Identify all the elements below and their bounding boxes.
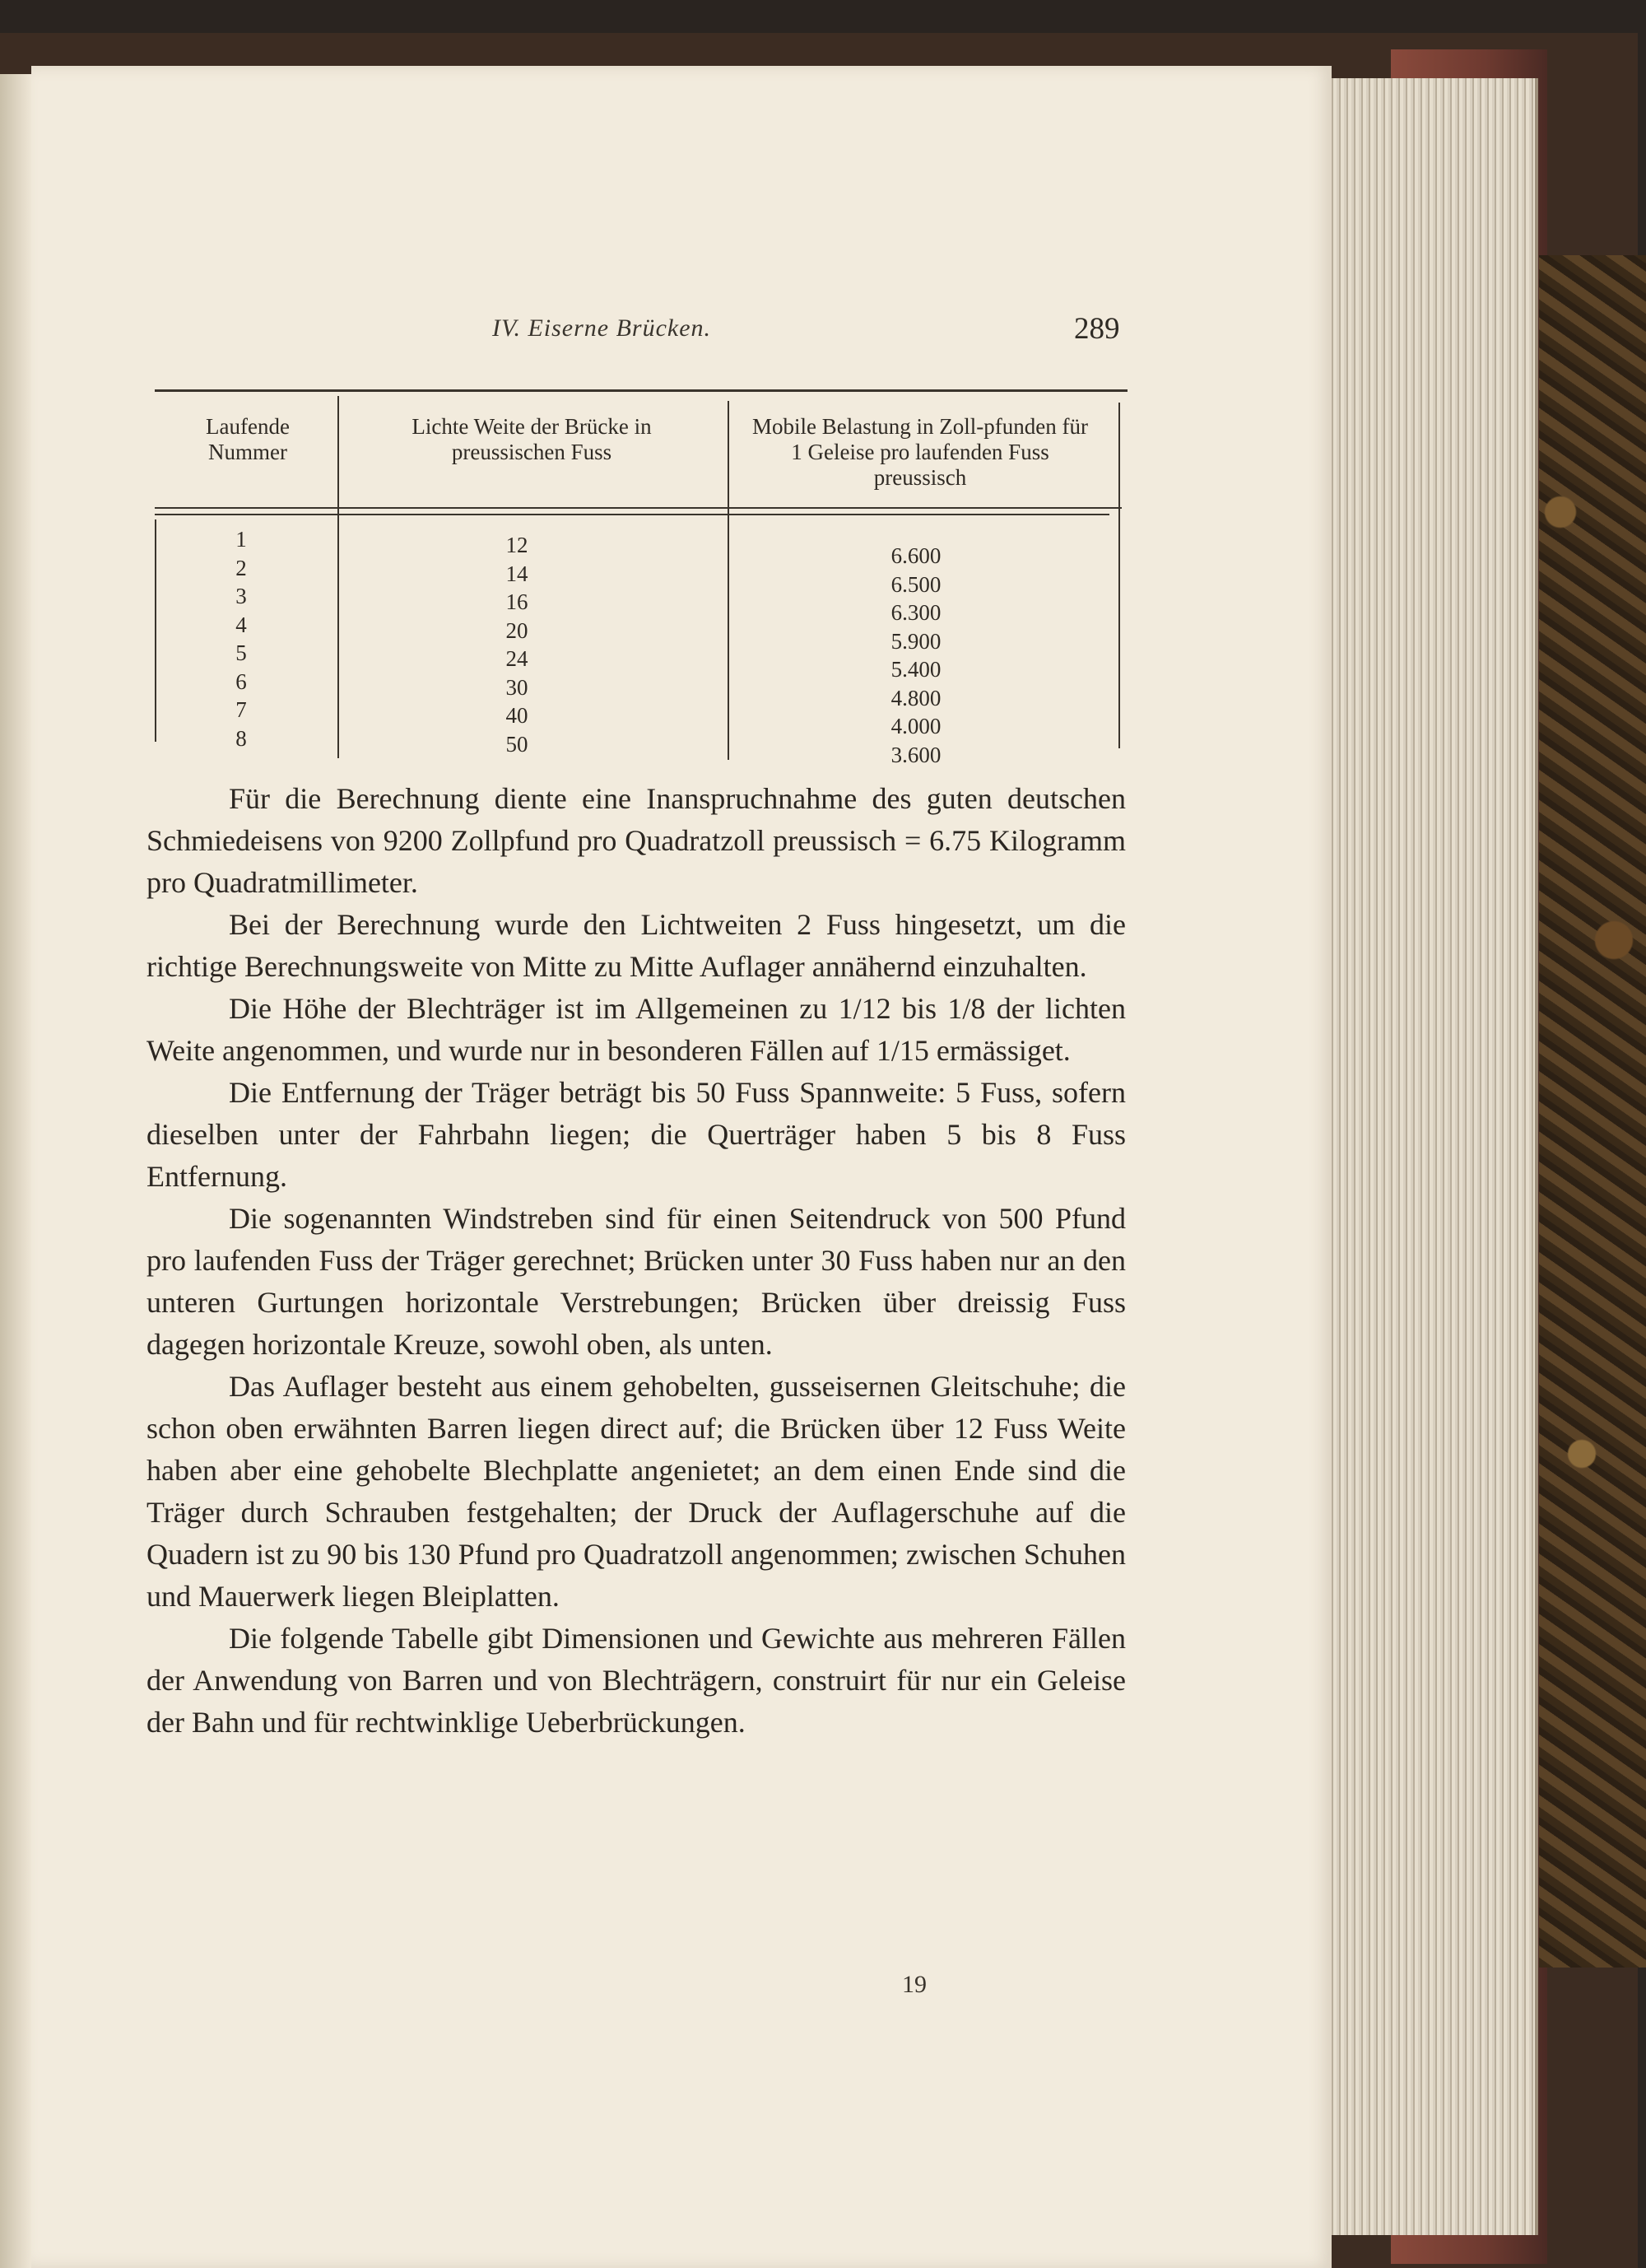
table-cell-weite: 50 xyxy=(505,731,528,757)
table-cell-nummer: 7 xyxy=(235,697,247,722)
table-cell-weite: 40 xyxy=(505,703,528,728)
table-cell-nummer: 3 xyxy=(235,584,247,608)
table-cell-belastung: 6.300 xyxy=(890,600,942,625)
running-head: IV. Eiserne Brücken. xyxy=(492,314,712,342)
header-mobile-belastung: Mobile Belastung in Zoll-pfunden für 1 Geleise pro laufenden Fuss preussisch xyxy=(752,414,1088,490)
table-cell-belastung: 4.800 xyxy=(890,685,942,710)
table-col-rule-2 xyxy=(728,401,729,760)
column-belastung xyxy=(863,542,969,769)
table-cell-belastung: 4.000 xyxy=(890,714,942,738)
table-cell-weite: 14 xyxy=(505,561,528,586)
table-cell-weite: 30 xyxy=(505,674,528,700)
table-cell-belastung: 6.600 xyxy=(890,543,942,568)
paragraph-2: Bei der Berechnung wurde den Lichtweiten 2 Fuss hingesetzt, um die richtige Berechnungsweite von Mitte zu Mitte Auflager annähernd einzuhalten. xyxy=(146,908,1126,983)
table-left-rule xyxy=(155,519,156,742)
page-number: 289 xyxy=(1074,312,1120,346)
table-cell-belastung: 3.600 xyxy=(890,742,942,767)
paragraph-5: Die sogenannten Windstreben sind für einen Seitendruck von 500 Pfund pro laufenden Fuss der Träger gerechnet; Brücken unter 30 Fuss haben nur an den unteren Gurtungen horizontale Verstrebungen; Brücken über dreissig Fuss dagegen horizontale Kreuze, sowohl oben, als unten. xyxy=(146,1202,1126,1361)
paragraph-3-text-d: ermässiget. xyxy=(936,1034,1071,1067)
fraction-one-eighth: 1/8 xyxy=(947,992,986,1025)
table-cell-nummer: 5 xyxy=(235,640,247,665)
table-cell-weite: 24 xyxy=(505,646,528,671)
fraction-one-fifteenth: 1/15 xyxy=(876,1034,929,1067)
paragraph-6: Das Auflager besteht aus einem gehobelten, gusseisernen Gleitschuhe; die schon oben erwähnten Barren liegen direct auf; die Brücken über 12 Fuss Weite haben aber eine gehobelte Blechplatte angenietet; an dem einen Ende sind die Träger durch Schrauben festgehalten; der Druck der Auflagerschuhe auf die Quadern ist zu 90 bis 130 Pfund pro Quadratzoll angenommen; zwischen Schuhen und Mauerwerk liegen Bleiplatten. xyxy=(146,1370,1126,1613)
paragraph-3 xyxy=(146,988,1126,1072)
marbled-endpaper xyxy=(1539,255,1646,1968)
table-top-rule xyxy=(155,389,1128,392)
page-stack-edge xyxy=(1329,78,1538,2235)
column-weite xyxy=(476,531,558,758)
body-text xyxy=(146,778,1126,1744)
paragraph-1: Für die Berechnung diente eine Inanspruchnahme des guten deutschen Schmiedeisens von 9200 Zollpfund pro Quadratzoll preussisch = 6.75 Kilogramm pro Quadratmillimeter. xyxy=(146,782,1126,899)
table-cell-belastung: 5.400 xyxy=(890,657,942,682)
left-page-edge xyxy=(0,74,31,2268)
paragraph-7: Die folgende Tabelle gibt Dimensionen und Gewichte aus mehreren Fällen der Anwendung von Barren und von Blechträgern, construirt für nur ein Geleise der Bahn und für rechtwinklige Ueberbrückungen. xyxy=(146,1622,1126,1739)
table-cell-nummer: 6 xyxy=(235,668,247,694)
paragraph-3-text-a: Die Höhe der Blechträger ist im Allgemeinen zu xyxy=(229,992,828,1025)
table-cell-nummer: 8 xyxy=(235,725,247,751)
load-table xyxy=(155,389,1128,767)
table-header-rule-1 xyxy=(155,507,1122,509)
table-col-rule-1 xyxy=(337,396,339,758)
table-cell-nummer: 4 xyxy=(235,612,247,637)
paragraph-3-text-c: der lichten Weite angenommen, und wurde nur in besonderen Fällen auf xyxy=(146,992,1127,1067)
table-cell-belastung: 5.900 xyxy=(890,628,942,654)
paragraph-3-text-b: bis xyxy=(901,992,937,1025)
header-laufende-nummer: Laufende Nummer xyxy=(206,414,290,464)
signature-mark: 19 xyxy=(902,1971,927,1998)
table-cell-weite: 12 xyxy=(505,533,528,557)
table-right-rule xyxy=(1118,403,1120,748)
table-cell-belastung: 6.500 xyxy=(890,571,942,597)
table-cell-weite: 16 xyxy=(505,589,528,614)
table-cell-nummer: 2 xyxy=(235,555,247,580)
table-cell-weite: 20 xyxy=(505,617,528,643)
fraction-one-twelfth: 1/12 xyxy=(838,992,891,1025)
column-nummer xyxy=(204,525,278,752)
table-cell-nummer: 1 xyxy=(235,527,247,552)
table-header-rule-2 xyxy=(155,514,1109,515)
header-lichte-weite: Lichte Weite der Brücke in preussischen Fuss xyxy=(412,414,652,464)
paragraph-4: Die Entfernung der Träger beträgt bis 50 Fuss Spannweite: 5 Fuss, sofern dieselben unter der Fahrbahn liegen; die Querträger haben 5 bis 8 Fuss Entfernung. xyxy=(146,1076,1126,1193)
